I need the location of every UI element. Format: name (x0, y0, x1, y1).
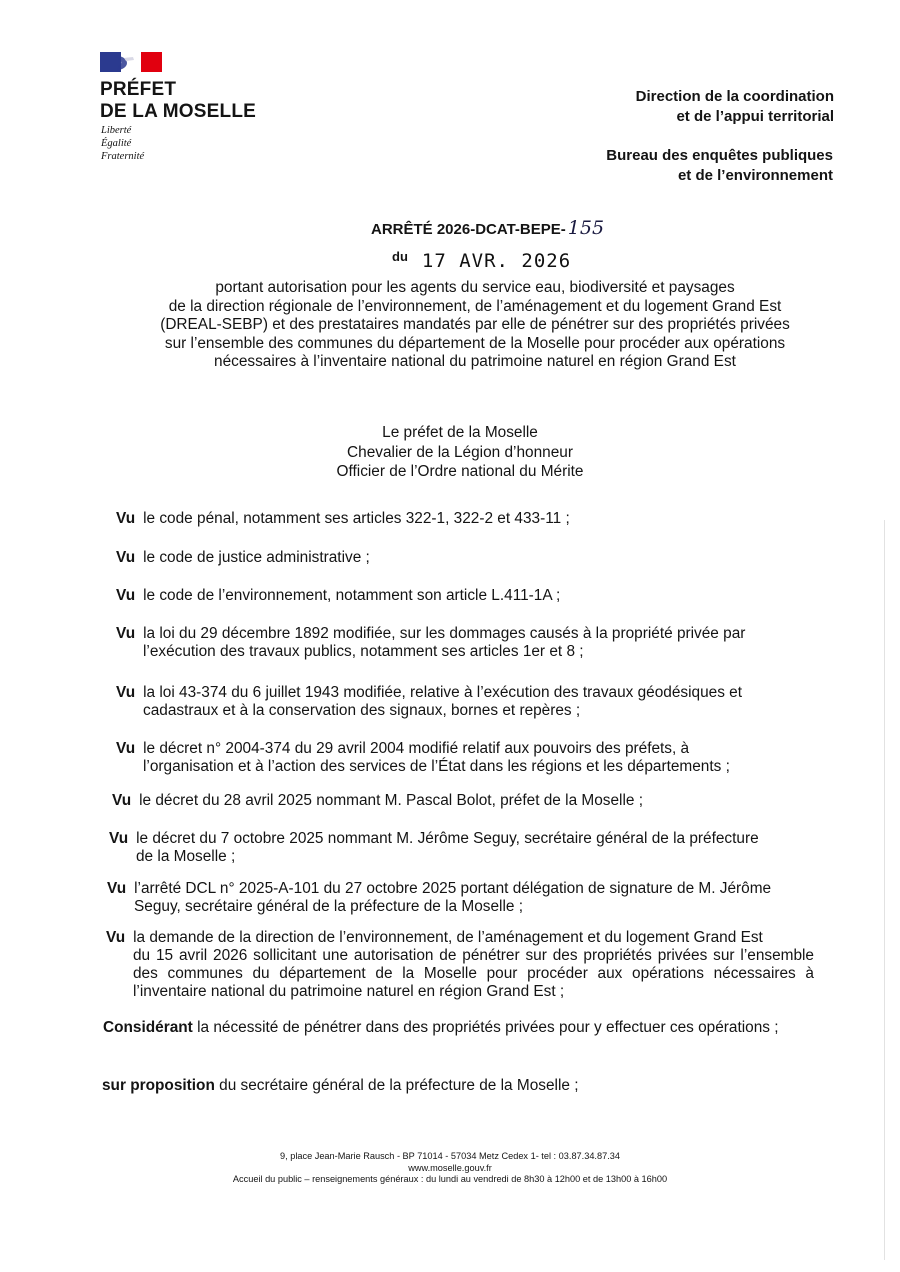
signatory-line-1: Le préfet de la Moselle (382, 424, 538, 441)
objet-line: (DREAL-SEBP) et des prestataires mandatés par elle de pénétrer sur des propriétés privées (160, 316, 790, 333)
visa-item (112, 792, 816, 810)
footer-address: 9, place Jean-Marie Rausch - BP 71014 - 57034 Metz Cedex 1- tel : 03.87.34.87.34 (280, 1151, 620, 1161)
visa-text: le décret du 7 octobre 2025 nommant M. Jérôme Seguy, secrétaire général de la préfecture (136, 830, 759, 847)
objet-line: de la direction régionale de l’environnement, de l’aménagement et du logement Grand Est (168, 297, 782, 315)
considerant-keyword: Considérant (103, 1019, 193, 1036)
visa-item (116, 549, 820, 567)
direction-heading (636, 87, 834, 127)
visa-item (107, 880, 811, 916)
marianne-flag-logo (100, 52, 162, 72)
direction-line-1: Direction de la coordination (635, 88, 834, 105)
visa-continuation: du 15 avril 2026 sollicitant une autorisation de pénétrer sur des propriétés privées sur l’ensemble des communes du département de la Moselle pour procéder aux opérations nécessaires à l’inventaire national du patrimoine naturel en région Grand Est ; (133, 947, 814, 1000)
direction-line-2: et de l’appui territorial (676, 108, 834, 125)
considerant-paragraph (103, 1019, 811, 1037)
visa-item (116, 740, 820, 776)
vu-label: Vu (116, 510, 136, 527)
vu-label: Vu (106, 929, 126, 946)
vu-label: Vu (116, 684, 136, 701)
arrete-objet (120, 279, 830, 372)
bureau-line-1: Bureau des enquêtes publiques (606, 147, 833, 164)
visa-text: le code pénal, notamment ses articles 322-1, 322-2 et 433-11 ; (143, 510, 570, 527)
visa-text: le décret du 28 avril 2025 nommant M. Pascal Bolot, préfet de la Moselle ; (139, 792, 643, 809)
scan-edge-line (884, 520, 885, 1260)
proposition-keyword: sur proposition (102, 1077, 215, 1094)
footer-website: www.moselle.gouv.fr (408, 1162, 492, 1173)
visa-continuation: l’organisation et à l’action des services de l’État dans les régions et les départements ; (143, 758, 730, 775)
page-footer (190, 1151, 710, 1186)
motto-egalite: Égalité (101, 138, 132, 149)
visa-item (109, 830, 813, 866)
visa-continuation: l’exécution des travaux publics, notamment ses articles 1er et 8 ; (143, 643, 584, 660)
vu-label: Vu (112, 792, 132, 809)
visa-item (116, 625, 820, 661)
visa-text: le code de justice administrative ; (143, 549, 370, 566)
visa-continuation: de la Moselle ; (136, 848, 236, 865)
visa-continuation: Seguy, secrétaire général de la préfecture de la Moselle ; (134, 898, 523, 915)
visa-text: la demande de la direction de l’environnement, de l’aménagement et du logement Grand Est (133, 929, 763, 946)
arrete-reference-text: ARRÊTÉ 2026-DCAT-BEPE- (371, 221, 566, 238)
visa-continuation: cadastraux et à la conservation des signaux, bornes et repères ; (143, 702, 581, 719)
considerant-text: la nécessité de pénétrer dans des propriétés privées pour y effectuer ces opérations ; (192, 1019, 779, 1036)
visa-text: le code de l’environnement, notamment son article L.411-1A ; (143, 587, 561, 604)
visa-text: la loi du 29 décembre 1892 modifiée, sur les dommages causés à la propriété privée par (143, 625, 746, 642)
objet-line: nécessaires à l’inventaire national du patrimoine naturel en région Grand Est (214, 353, 736, 370)
prefet-title (100, 79, 256, 123)
date-du-label: du (392, 249, 408, 264)
signatory-line-2: Chevalier de la Légion d’honneur (347, 443, 573, 461)
visa-text: le décret n° 2004-374 du 29 avril 2004 modifié relatif aux pouvoirs des préfets, à (143, 740, 690, 757)
arrete-date-line (392, 249, 571, 272)
footer-hours: Accueil du public – renseignements généraux : du lundi au vendredi de 8h30 à 12h00 et de 13h00 à 16h00 (232, 1174, 668, 1184)
vu-label: Vu (116, 549, 136, 566)
visa-text: la loi 43-374 du 6 juillet 1943 modifiée, relative à l’exécution des travaux géodésiques et (143, 684, 743, 701)
objet-line: portant autorisation pour les agents du service eau, biodiversité et paysages (215, 279, 735, 296)
vu-label: Vu (116, 625, 136, 642)
proposition-text: du secrétaire général de la préfecture de la Moselle ; (214, 1077, 579, 1094)
vu-label: Vu (109, 830, 129, 847)
arrete-reference (371, 217, 604, 239)
visa-item (106, 929, 814, 1001)
vu-label: Vu (107, 880, 127, 897)
visa-item (116, 587, 820, 605)
objet-line: sur l’ensemble des communes du département de la Moselle pour procéder aux opérations (164, 334, 786, 352)
prefet-line-2: DE LA MOSELLE (100, 101, 257, 122)
proposition-paragraph (102, 1077, 802, 1095)
vu-label: Vu (116, 587, 136, 604)
motto-fraternite: Fraternité (101, 151, 145, 162)
republic-motto (101, 124, 144, 163)
visa-text: l’arrêté DCL n° 2025-A-101 du 27 octobre 2025 portant délégation de signature de M. Jérôme (134, 880, 772, 897)
visa-item (116, 684, 820, 720)
bureau-line-2: et de l’environnement (677, 167, 833, 184)
signatory-line-3: Officier de l’Ordre national du Mérite (336, 463, 584, 480)
signatory-block (300, 423, 620, 482)
prefet-line-1: PRÉFET (100, 79, 177, 100)
bureau-heading (606, 146, 833, 186)
motto-liberte: Liberté (101, 125, 132, 136)
arrete-handwritten-number: 155 (567, 217, 605, 239)
vu-label: Vu (116, 740, 136, 757)
date-stamp: 17 AVR. 2026 (421, 250, 572, 272)
visa-item (116, 510, 820, 528)
